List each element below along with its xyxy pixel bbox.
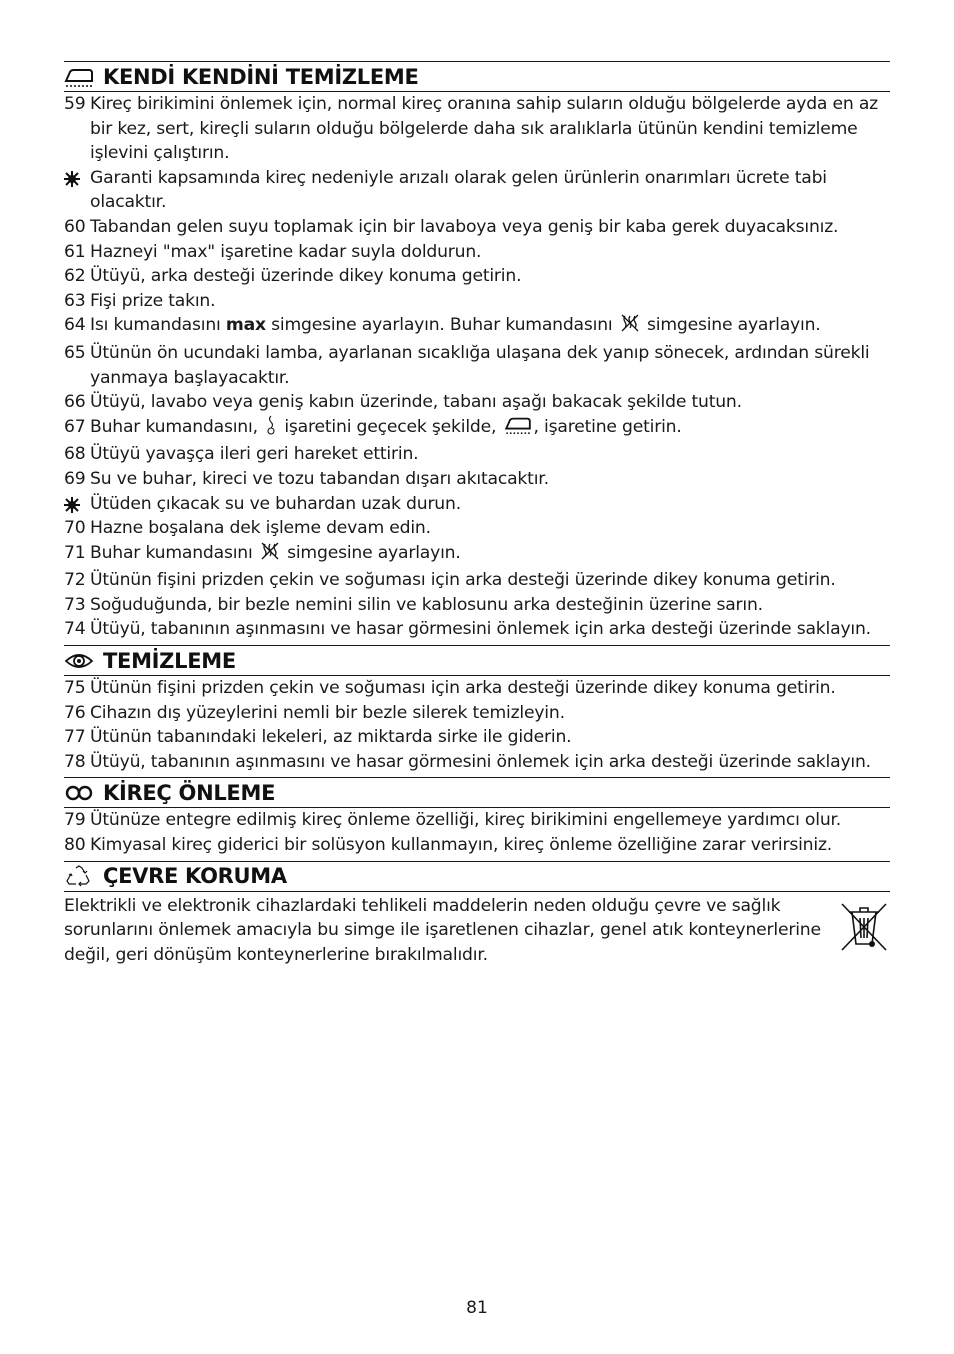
item-number: 60: [64, 216, 86, 237]
section-header: [64, 62, 890, 92]
item-number: 64: [64, 315, 86, 336]
item-number: 63: [64, 290, 86, 311]
recycle-icon: [64, 865, 94, 887]
section-title: ÇEVRE KORUMA: [103, 864, 287, 889]
item-number: 61: [64, 241, 86, 262]
item-number: 73: [64, 594, 86, 615]
list-item: [64, 833, 890, 858]
item-text: Cihazın dış yüzeylerini nemli bir bezle silerek temizleyin.: [90, 702, 565, 723]
item-number: 69: [64, 468, 86, 489]
item-number: 75: [64, 678, 86, 699]
item-number: 59: [64, 94, 86, 114]
environment-paragraph: Elektrikli ve elektronik cihazlardaki tehlikeli maddelerin neden olduğu çevre ve sağlık sorunlarını önlemek amacıyla bu simge ile işaretlenen cihazlar, genel atık konteynerlerine değil, geri dönüşüm konteynerlerine bırakılmalıdır.: [64, 895, 821, 965]
item-number: 72: [64, 570, 86, 591]
item-text: Ütünün ön ucundaki lamba, ayarlanan sıcaklığa ulaşana dek yanıp sönecek, ardından sürekli yanmaya başlayacaktır.: [90, 342, 870, 388]
item-number: 71: [64, 542, 86, 563]
list-item: [64, 516, 890, 541]
item-text: Isı kumandasını max simgesine ayarlayın. Buhar kumandasını simgesine ayarlayın.: [90, 313, 890, 341]
list-item: [64, 166, 890, 215]
iron-icon: [64, 66, 94, 88]
list-item: [64, 676, 890, 701]
item-text: Kimyasal kireç giderici bir solüsyon kullanmayın, kireç önleme özelliğine zarar verirsiniz.: [90, 835, 833, 856]
item-text: Ütünüze entegre edilmiş kireç önleme özelliği, kireç birikimini engellemeye yardımcı olur.: [90, 810, 842, 831]
warning-icon: [64, 492, 90, 517]
list-item: [64, 390, 890, 415]
instruction-list: [64, 676, 890, 774]
list-item: [64, 750, 890, 775]
item-text: Ütüyü, arka desteği üzerinde dikey konuma getirin.: [90, 266, 522, 287]
section-title: KİREÇ ÖNLEME: [103, 780, 276, 805]
list-item: [64, 341, 890, 390]
section-title: KENDİ KENDİNİ TEMİZLEME: [103, 64, 419, 89]
item-text: Ütüden çıkacak su ve buhardan uzak durun.: [90, 493, 461, 514]
item-text: Tabandan gelen suyu toplamak için bir lavaboya veya geniş bir kaba gerek duyacaksınız.: [90, 216, 839, 237]
item-number: 68: [64, 444, 86, 465]
list-item: [64, 215, 890, 240]
item-text: Soğuduğunda, bir bezle nemini silin ve kablosunu arka desteğinin üzerine sarın.: [90, 594, 763, 615]
crossed-bin-icon: [838, 900, 890, 952]
list-item: [64, 808, 890, 833]
item-text: Fişi prize takın.: [90, 290, 216, 311]
iron-clean-icon: [504, 415, 532, 443]
instruction-list: [64, 92, 890, 642]
list-item: [64, 415, 890, 443]
list-item: [64, 240, 890, 265]
item-number: 77: [64, 727, 86, 748]
list-item: [64, 442, 890, 467]
list-item: [64, 289, 890, 314]
item-text: Garanti kapsamında kireç nedeniyle arızalı olarak gelen ürünlerin onarımları ücrete tabi olacaktır.: [90, 167, 827, 213]
item-text: Ütüyü, tabanının aşınmasını ve hasar görmesini önlemek için arka desteği üzerinde saklayın.: [90, 751, 871, 772]
section-self-clean: [64, 61, 890, 642]
item-text: Ütünün tabanındaki lekeleri, az miktarda sirke ile giderin.: [90, 727, 572, 748]
item-text: Hazne boşalana dek işleme devam edin.: [90, 518, 431, 539]
item-number: 66: [64, 392, 86, 413]
steam-icon: [265, 415, 277, 443]
document-page: [64, 61, 890, 967]
item-number: 80: [64, 835, 86, 856]
item-text: Buhar kumandasını, işaretini geçecek şekilde, , işaretine getirin.: [90, 415, 890, 443]
list-item: [64, 492, 890, 517]
item-number: 78: [64, 751, 86, 772]
section-header: [64, 862, 890, 892]
item-text: Ütünün fişini prizden çekin ve soğuması için arka desteği üzerinde dikey konuma getirin.: [90, 570, 836, 591]
item-number: 74: [64, 619, 86, 640]
item-number: 67: [64, 416, 86, 437]
item-text: Buhar kumandasını simgesine ayarlayın.: [90, 541, 890, 569]
anti-calc-icon: [64, 782, 94, 804]
section-header: [64, 778, 890, 808]
section-environment: [64, 861, 890, 968]
page-number: 81: [466, 1298, 488, 1318]
list-item: [64, 467, 890, 492]
environment-content: [64, 892, 890, 968]
list-item: [64, 92, 890, 166]
section-anti-calc: [64, 777, 890, 857]
list-item: [64, 725, 890, 750]
eye-icon: [64, 650, 94, 672]
item-number: 62: [64, 266, 86, 287]
list-item: [64, 313, 890, 341]
item-number: 65: [64, 342, 86, 363]
list-item: [64, 264, 890, 289]
section-cleaning: [64, 645, 890, 774]
list-item: [64, 568, 890, 593]
item-text: Ütüyü, lavabo veya geniş kabın üzerinde, tabanı aşağı bakacak şekilde tutun.: [90, 392, 742, 413]
item-number: 79: [64, 810, 86, 831]
item-number: 70: [64, 518, 86, 539]
item-text: Hazneyi "max" işaretine kadar suyla doldurun.: [90, 241, 482, 262]
item-text: Ütüyü yavaşça ileri geri hareket ettirin.: [90, 444, 419, 465]
list-item: [64, 701, 890, 726]
steam-off-icon: [620, 313, 640, 341]
item-text: Kireç birikimini önlemek için, normal kireç oranına sahip suların olduğu bölgelerde ayda en az bir kez, sert, kireçli suların olduğu bölgelerde daha sık aralıklarla ütünün kendini temizleme işlevini çalıştırın.: [90, 94, 878, 164]
list-item: [64, 617, 890, 642]
instruction-list: [64, 808, 890, 857]
warning-icon: [64, 166, 90, 215]
section-header: [64, 646, 890, 676]
steam-off-icon: [260, 541, 280, 569]
list-item: [64, 593, 890, 618]
item-text: Ütüyü, tabanının aşınmasını ve hasar görmesini önlemek için arka desteği üzerinde saklayın.: [90, 619, 871, 640]
item-number: 76: [64, 702, 86, 723]
list-item: [64, 541, 890, 569]
item-text: Ütünün fişini prizden çekin ve soğuması için arka desteği üzerinde dikey konuma getirin.: [90, 678, 836, 699]
section-title: TEMİZLEME: [103, 648, 236, 673]
item-text: Su ve buhar, kireci ve tozu tabandan dışarı akıtacaktır.: [90, 468, 549, 489]
